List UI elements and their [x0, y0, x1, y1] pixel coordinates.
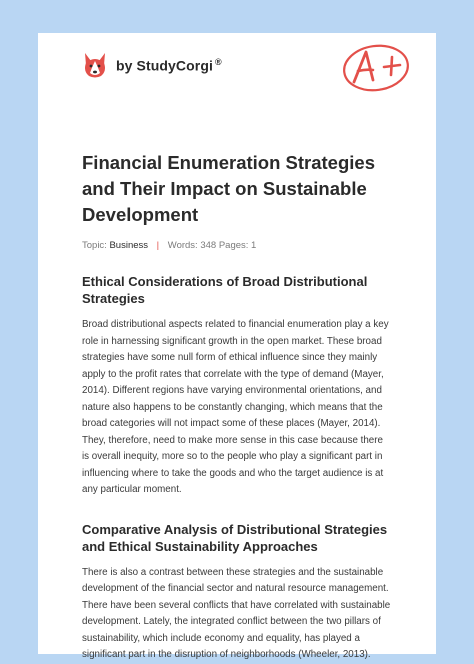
- section-paragraph: Broad distributional aspects related to financial enumeration play a key role in harnessing significant growth in the open market. These broad strategies have some null form of ethical influence since they mainly apply to the profit rates that correlate with the type of demand (Mayer, 2014). Different regions have varying environmental orientations, and nature also happens to be constantly changing, which means that the broad categories will not impact some of these places (Mayer, 2014). They, therefore, need to make more sense in this case because there is overall inequity, more so to the people who play a significant part in influencing where to take the goods and who the target audience is at any particular moment.: [82, 319, 389, 495]
- topic-link[interactable]: Business: [109, 240, 149, 251]
- section-ethical-considerations: [82, 273, 392, 499]
- grade-a-plus-icon: [340, 42, 412, 99]
- word-count: Words: 348: [167, 240, 217, 251]
- section-heading: Ethical Considerations of Broad Distributional Strategies: [82, 274, 368, 306]
- meta-separator: |: [156, 240, 160, 251]
- document-header: [82, 33, 392, 118]
- page-count: Pages: 1: [218, 240, 257, 251]
- section-comparative-analysis: [82, 521, 392, 664]
- topic-label: Topic:: [82, 240, 107, 251]
- document-title: Financial Enumeration Strategies and Their Impact on Sustainable Development: [82, 152, 375, 225]
- document-meta: [82, 240, 392, 251]
- document-page: [38, 33, 436, 660]
- brand-name: by StudyCorgi ®: [116, 56, 222, 74]
- studycorgi-logo[interactable]: [82, 51, 222, 79]
- section-heading: Comparative Analysis of Distributional Strategies and Ethical Sustainability Approaches: [82, 521, 388, 554]
- section-paragraph: There is also a contrast between these strategies and the sustainable development of the financial sector and natural resource management. There have been several conflicts that have correlated with sustainable development. Lately, the integrated conflict between the two pillars of sustainability, which include economy and equality, has played a significant part in the disruption of neighborhoods (Wheeler, 2013).: [82, 566, 391, 660]
- corgi-icon: [82, 51, 108, 79]
